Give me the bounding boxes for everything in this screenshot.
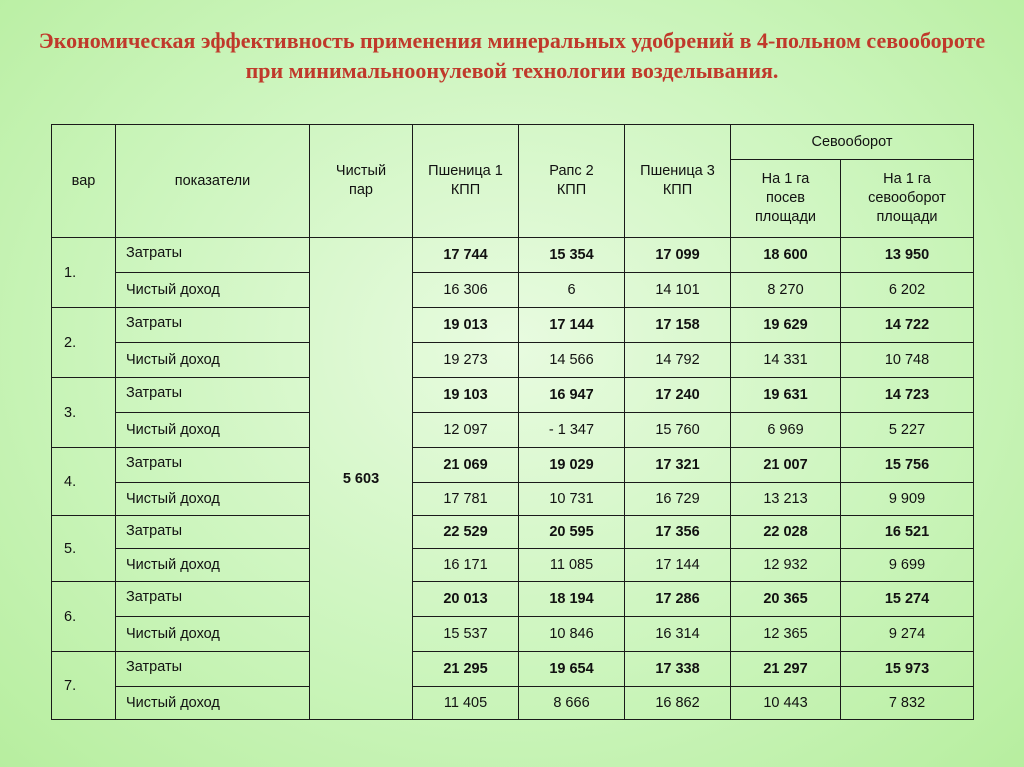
cell-value: 21 295 xyxy=(413,652,519,687)
cell-value: 9 274 xyxy=(841,617,974,652)
table-row xyxy=(52,483,974,516)
costs-label: Затраты xyxy=(116,308,310,343)
cell-value: 12 932 xyxy=(731,549,841,582)
cell-value: 14 723 xyxy=(841,378,974,413)
cell-value: 21 069 xyxy=(413,448,519,483)
net-income-label: Чистый доход xyxy=(116,687,310,720)
variant-number: 7. xyxy=(52,652,116,720)
cell-value: 15 760 xyxy=(625,413,731,448)
header-per-ha-rotation: На 1 га севооборот площади xyxy=(841,160,974,238)
costs-label: Затраты xyxy=(116,582,310,617)
cell-value: 14 566 xyxy=(519,343,625,378)
page-title: Экономическая эффективность применения минеральных удобрений в 4-польном севообороте при минимальноонулевой технологии возделывания. xyxy=(38,28,986,83)
cell-value: 17 144 xyxy=(625,549,731,582)
cell-value: 15 973 xyxy=(841,652,974,687)
cell-value: 6 969 xyxy=(731,413,841,448)
variant-number: 2. xyxy=(52,308,116,378)
net-income-label: Чистый доход xyxy=(116,549,310,582)
net-income-label: Чистый доход xyxy=(116,273,310,308)
net-income-label: Чистый доход xyxy=(116,483,310,516)
cell-value: 8 666 xyxy=(519,687,625,720)
variant-number: 5. xyxy=(52,516,116,582)
cell-value: 16 171 xyxy=(413,549,519,582)
cell-value: 17 321 xyxy=(625,448,731,483)
table-row xyxy=(52,413,974,448)
header-wheat3: Пшеница 3 КПП xyxy=(625,125,731,238)
cell-value: 20 013 xyxy=(413,582,519,617)
cell-value: 15 756 xyxy=(841,448,974,483)
cell-value: 16 947 xyxy=(519,378,625,413)
cell-value: 9 909 xyxy=(841,483,974,516)
cell-value: 16 862 xyxy=(625,687,731,720)
cell-value: 15 274 xyxy=(841,582,974,617)
cell-value: 13 950 xyxy=(841,238,974,273)
cell-value: 12 365 xyxy=(731,617,841,652)
cell-value: 19 629 xyxy=(731,308,841,343)
variant-number: 3. xyxy=(52,378,116,448)
header-rapeseed: Рапс 2 КПП xyxy=(519,125,625,238)
table-row xyxy=(52,549,974,582)
costs-label: Затраты xyxy=(116,378,310,413)
cell-value: 17 144 xyxy=(519,308,625,343)
efficiency-table xyxy=(51,124,974,720)
cell-value: 6 xyxy=(519,273,625,308)
costs-label: Затраты xyxy=(116,516,310,549)
cell-value: 19 103 xyxy=(413,378,519,413)
header-wheat1: Пшеница 1 КПП xyxy=(413,125,519,238)
cell-value: 19 631 xyxy=(731,378,841,413)
header-indicators: показатели xyxy=(116,125,310,238)
cell-value: 7 832 xyxy=(841,687,974,720)
costs-label: Затраты xyxy=(116,238,310,273)
cell-value: 19 654 xyxy=(519,652,625,687)
table-row xyxy=(52,687,974,720)
net-income-label: Чистый доход xyxy=(116,343,310,378)
cell-value: 11 405 xyxy=(413,687,519,720)
cell-value: 17 781 xyxy=(413,483,519,516)
cell-value: 14 792 xyxy=(625,343,731,378)
table-row xyxy=(52,448,974,483)
cell-value: 10 748 xyxy=(841,343,974,378)
cell-value: 14 722 xyxy=(841,308,974,343)
cell-value: 12 097 xyxy=(413,413,519,448)
cell-value: 9 699 xyxy=(841,549,974,582)
table-row xyxy=(52,652,974,687)
variant-number: 6. xyxy=(52,582,116,652)
cell-value: 5 227 xyxy=(841,413,974,448)
cell-value: 20 365 xyxy=(731,582,841,617)
cell-value: 17 744 xyxy=(413,238,519,273)
cell-value: 17 338 xyxy=(625,652,731,687)
costs-label: Затраты xyxy=(116,448,310,483)
cell-value: 17 356 xyxy=(625,516,731,549)
net-income-label: Чистый доход xyxy=(116,617,310,652)
header-rotation: Севооборот xyxy=(731,125,974,160)
cell-value: 17 286 xyxy=(625,582,731,617)
cell-value: 8 270 xyxy=(731,273,841,308)
cell-value: 18 194 xyxy=(519,582,625,617)
table-row xyxy=(52,617,974,652)
cell-value: 15 354 xyxy=(519,238,625,273)
header-fallow: Чистый пар xyxy=(310,125,413,238)
header-var: вар xyxy=(52,125,116,238)
cell-value: 14 101 xyxy=(625,273,731,308)
cell-value: 22 028 xyxy=(731,516,841,549)
cell-value: 19 013 xyxy=(413,308,519,343)
header-per-ha-sown: На 1 га посев площади xyxy=(731,160,841,238)
cell-value: 21 297 xyxy=(731,652,841,687)
cell-value: 20 595 xyxy=(519,516,625,549)
cell-value: 10 846 xyxy=(519,617,625,652)
cell-value: 17 158 xyxy=(625,308,731,343)
table-row xyxy=(52,582,974,617)
costs-label: Затраты xyxy=(116,652,310,687)
cell-value: 18 600 xyxy=(731,238,841,273)
cell-value: 17 240 xyxy=(625,378,731,413)
table-row xyxy=(52,238,974,273)
table-row xyxy=(52,516,974,549)
cell-value: 17 099 xyxy=(625,238,731,273)
cell-value: 19 029 xyxy=(519,448,625,483)
cell-value: 10 731 xyxy=(519,483,625,516)
cell-value: 11 085 xyxy=(519,549,625,582)
cell-value: 16 521 xyxy=(841,516,974,549)
table-row xyxy=(52,378,974,413)
fallow-value: 5 603 xyxy=(310,238,413,720)
cell-value: 16 306 xyxy=(413,273,519,308)
net-income-label: Чистый доход xyxy=(116,413,310,448)
cell-value: 22 529 xyxy=(413,516,519,549)
cell-value: 21 007 xyxy=(731,448,841,483)
cell-value: 13 213 xyxy=(731,483,841,516)
cell-value: 14 331 xyxy=(731,343,841,378)
variant-number: 4. xyxy=(52,448,116,516)
cell-value: 16 729 xyxy=(625,483,731,516)
table-row xyxy=(52,308,974,343)
cell-value: 15 537 xyxy=(413,617,519,652)
cell-value: 19 273 xyxy=(413,343,519,378)
table-row xyxy=(52,343,974,378)
cell-value: 6 202 xyxy=(841,273,974,308)
cell-value: - 1 347 xyxy=(519,413,625,448)
cell-value: 16 314 xyxy=(625,617,731,652)
table-row xyxy=(52,273,974,308)
variant-number: 1. xyxy=(52,238,116,308)
cell-value: 10 443 xyxy=(731,687,841,720)
